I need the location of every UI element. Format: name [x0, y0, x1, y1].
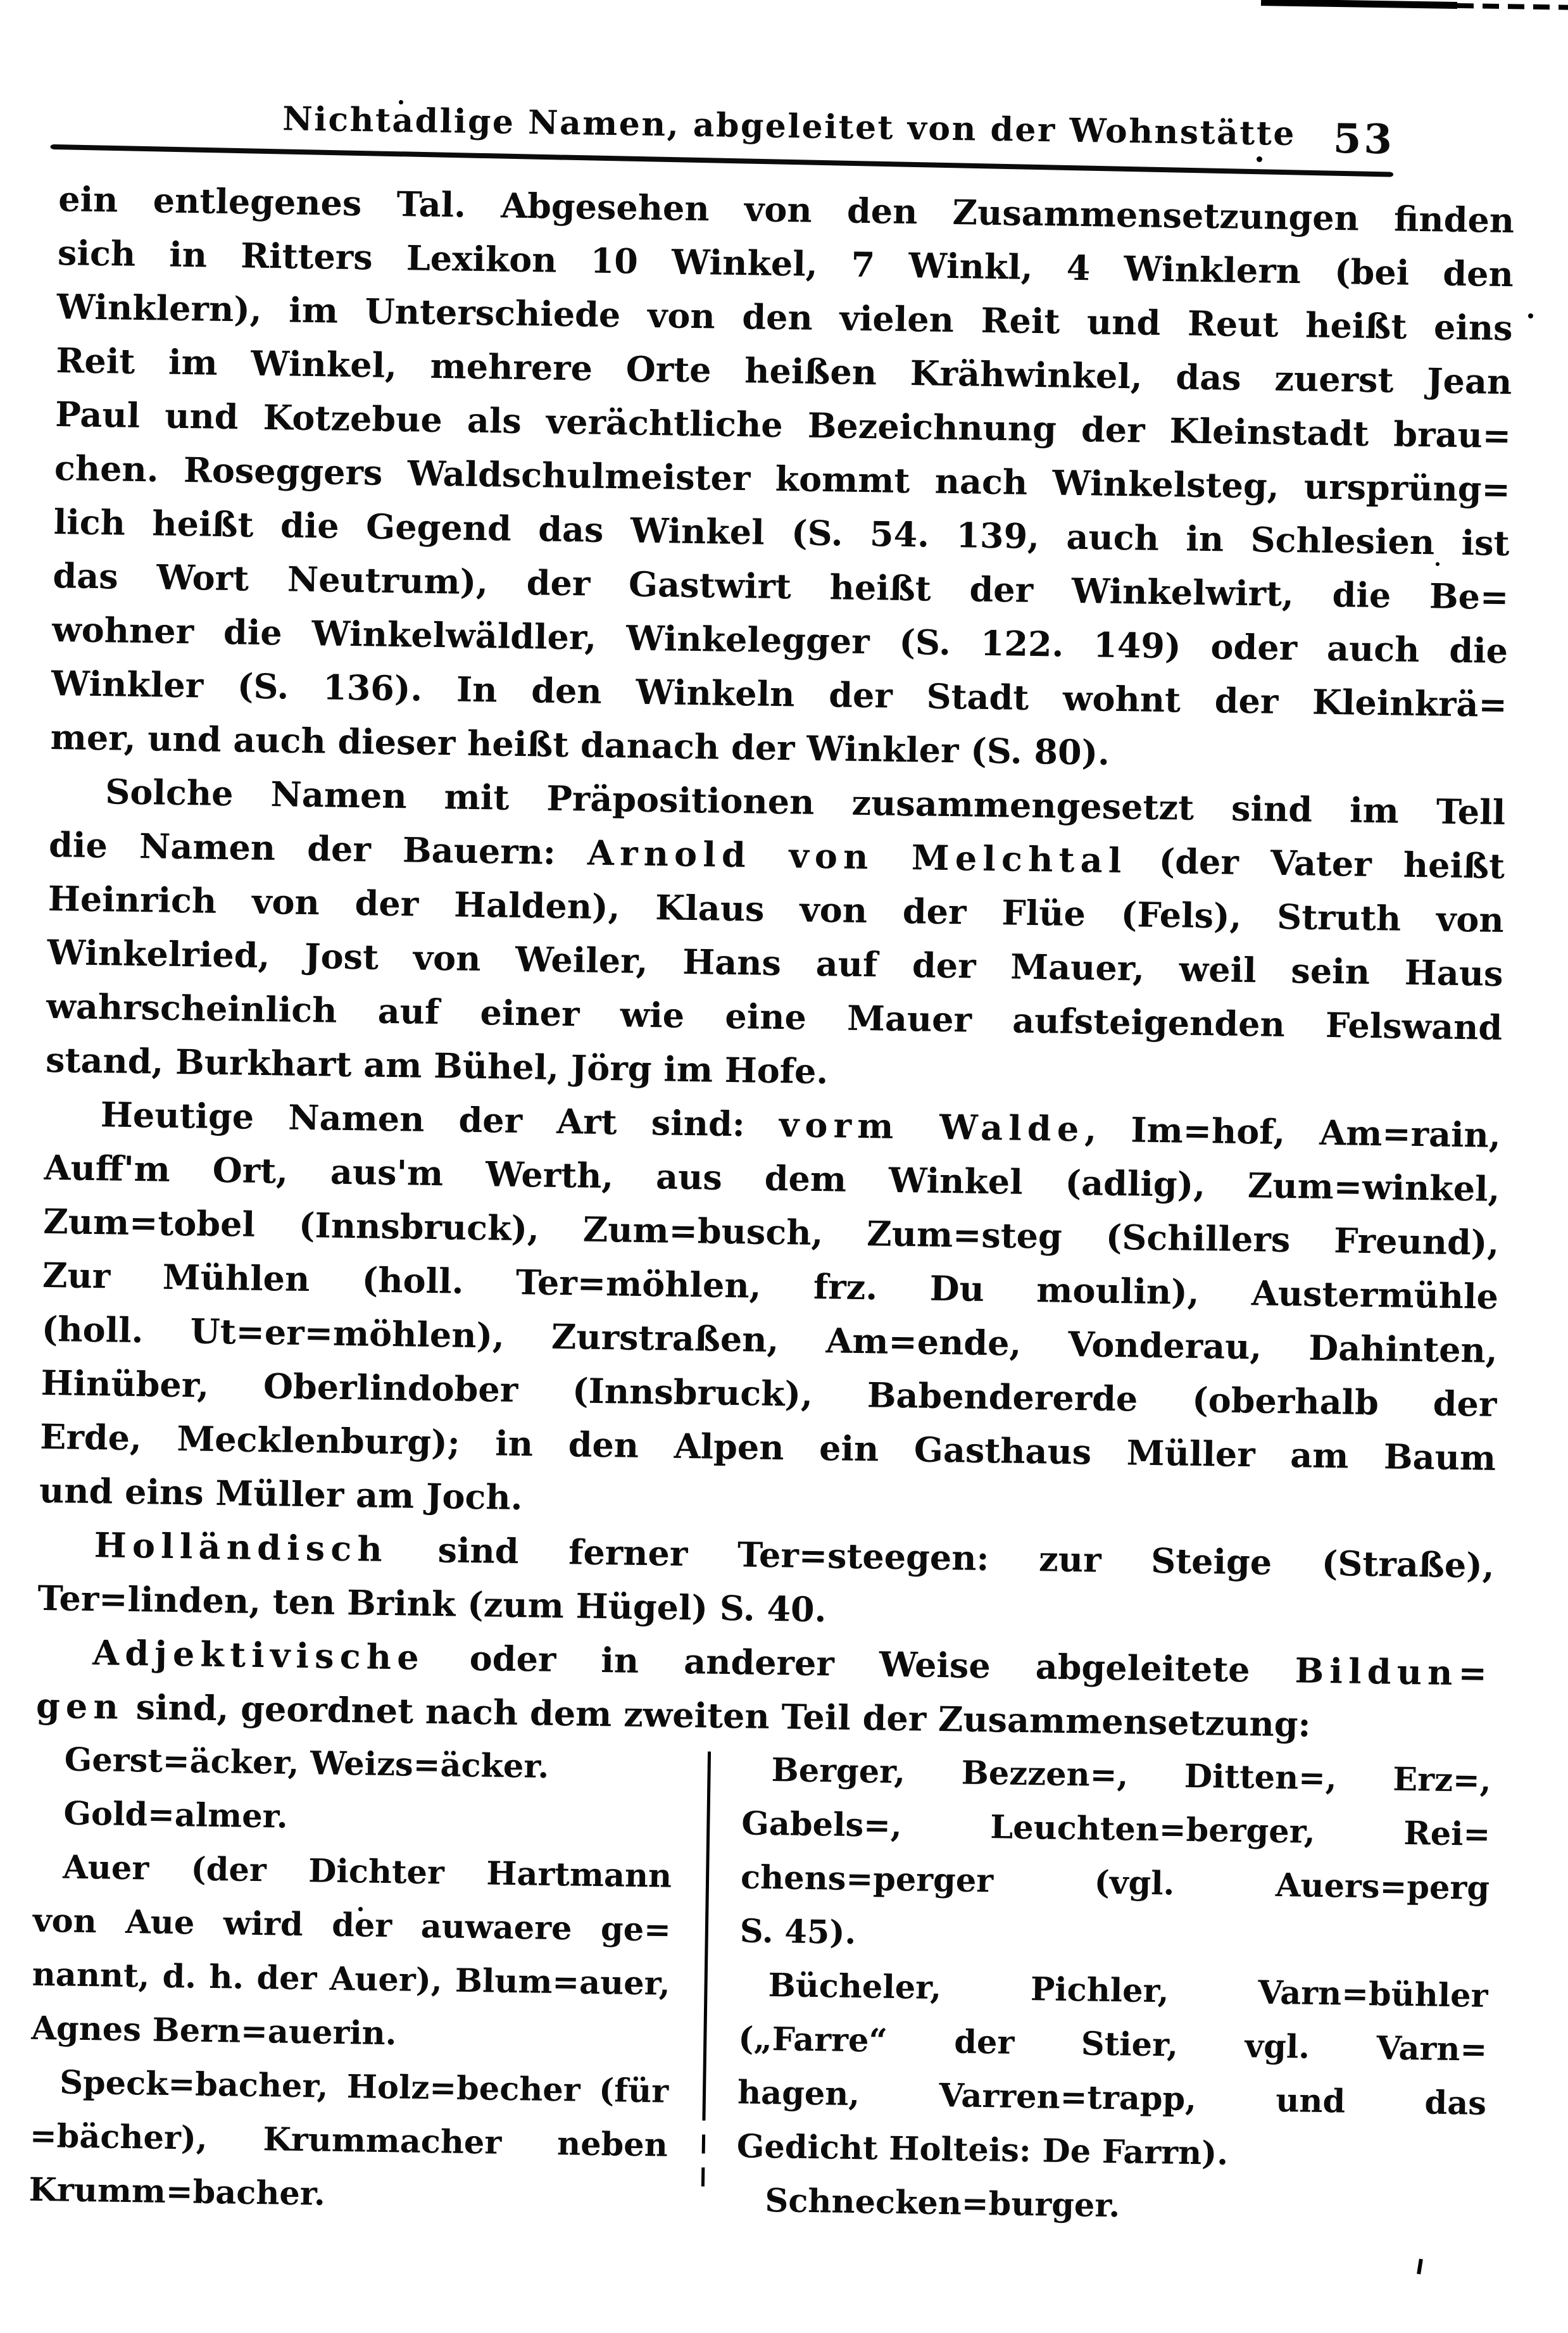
body-text	[28, 172, 1515, 2239]
text-line: Solche Namen mit Präpositionen zusammengesetzt sind im Tell	[104, 771, 1506, 833]
text-line: und eins Müller am Joch.	[39, 1469, 523, 1518]
name-entry-berger	[739, 1743, 1491, 1970]
text-line: das Wort Neutrum), der Gastwirt heißt der Winkelwirt, die Be=	[53, 555, 1509, 618]
text-line: Auer (der Dichter Hartmann	[62, 1848, 672, 1896]
two-column-name-list	[28, 1733, 1491, 2239]
text-line: S. 45).	[739, 1912, 856, 1953]
text-line: Erde, Mecklenburg); in den Alpen ein Gasthaus Müller am Baum	[39, 1416, 1496, 1478]
text-line: Schnecken=burger.	[765, 2181, 1120, 2225]
paragraph-heutige-namen	[39, 1087, 1501, 1539]
name-entry-goldalmer	[34, 1787, 673, 1850]
text-line: hagen, Varren=trapp, und das	[737, 2073, 1487, 2123]
text-line: stand, Burkhart am Bühel, Jörg im Hofe.	[45, 1039, 829, 1092]
text-line: chens=perger (vgl. Auers=perg	[740, 1858, 1490, 1908]
paragraph-adjektivische	[35, 1625, 1493, 1754]
page-header	[59, 0, 1517, 172]
running-head-title: Nichtadlige Namen, abgeleitet von der Wohnstätte	[282, 99, 1296, 154]
text-line: gen sind, geordnet nach dem zweiten Teil der Zusammensetzung:	[35, 1685, 1311, 1745]
paragraph-praepositionen	[46, 764, 1506, 1109]
text-line: Gabels=, Leuchten=berger, Rei=	[741, 1804, 1491, 1854]
text-line: Gerst=äcker, Weizs=äcker.	[64, 1740, 549, 1786]
column-divider-rule	[701, 1752, 711, 2195]
text-line: Zum=tobel (Innsbruck), Zum=busch, Zum=steg (Schillers Freund),	[42, 1200, 1500, 1264]
text-line: chen. Roseggers Waldschulmeister kommt nach Winkelsteg, ursprüng=	[54, 448, 1511, 510]
text-line: Reit im Winkel, mehrere Orte heißen Krähwinkel, das zuerst Jean	[56, 340, 1512, 403]
text-line: sich in Ritters Lexikon 10 Winkel, 7 Winkl, 4 Winklern (bei den	[57, 232, 1514, 295]
text-line: Bücheler, Pichler, Varn=bühler	[768, 1966, 1488, 2015]
text-line: Berger, Bezzen=, Ditten=, Erz=,	[771, 1751, 1491, 1800]
paragraph-hollaendisch	[37, 1518, 1495, 1647]
text-line: Agnes Bern=auerin.	[31, 2009, 397, 2053]
text-line: =bächer), Krummacher neben	[29, 2116, 668, 2165]
text-line: („Farre“ der Stier, vgl. Varn=	[737, 2020, 1488, 2069]
text-line: Gedicht Holteis: De Farrn).	[736, 2127, 1229, 2173]
text-line: Holländisch sind ferner Ter=steegen: zur Steige (Straße),	[94, 1525, 1495, 1586]
text-line: Winkelried, Jost von Weiler, Hans auf der Mauer, weil sein Haus	[47, 931, 1503, 995]
text-line: Ter=linden, ten Brink (zum Hügel) S. 40.	[37, 1577, 827, 1630]
text-line: Winklern), im Unterschiede von den vielen Reit und Reut heißt eins	[56, 286, 1514, 349]
name-entry-gerstaecker	[35, 1733, 674, 1796]
text-line: von Aue wird der auwaere ge=	[32, 1901, 672, 1949]
column-right	[736, 1743, 1491, 2238]
text-line: ein entlegenes Tal. Abgesehen von den Zusammensetzungen finden	[58, 179, 1515, 241]
text-line: Adjektivische oder in anderer Weise abgeleitete Bildun=	[92, 1632, 1493, 1694]
text-line: wohner die Winkelwäldler, Winkelegger (S. 122. 149) oder auch die	[51, 608, 1508, 672]
name-entry-speckbacher	[28, 2056, 669, 2227]
text-line: Paul und Kotzebue als verächtliche Bezeichnung der Kleinstadt brau=	[54, 394, 1512, 456]
name-entry-auer	[31, 1840, 672, 2065]
text-line: (holl. Ut=er=möhlen), Zurstraßen, Am=ende, Vonderau, Dahinten,	[41, 1308, 1498, 1371]
text-line: Hinüber, Oberlindober (Innsbruck), Babendererde (oberhalb der	[41, 1362, 1497, 1424]
text-line: nannt, d. h. der Auer), Blum=auer,	[32, 1955, 671, 2003]
text-line: die Namen der Bauern: Arnold von Melchtal (der Vater heißt	[48, 824, 1505, 887]
text-line: wahrscheinlich auf einer wie eine Mauer aufsteigenden Felswand	[46, 985, 1503, 1048]
text-line: mer, und auch dieser heißt danach der Winkler (S. 80).	[50, 716, 1110, 773]
paragraph-winkel	[50, 172, 1515, 786]
text-line: lich heißt die Gegend das Winkel (S. 54. 139, auch in Schlesien ist	[53, 501, 1510, 564]
text-line: Heinrich von der Halden), Klaus von der Flüe (Fels), Struth von	[47, 877, 1505, 941]
text-line: Zur Mühlen (holl. Ter=möhlen, frz. Du moulin), Austermühle	[42, 1254, 1499, 1317]
text-line: Auff'm Ort, aus'm Werth, aus dem Winkel (adlig), Zum=winkel,	[44, 1147, 1500, 1210]
name-entry-schneckenburger	[736, 2173, 1485, 2239]
scan-artifact-top-edge-streak	[1261, 0, 1568, 11]
column-left	[28, 1733, 674, 2227]
text-line: Winkler (S. 136). In den Winkeln der Stadt wohnt der Kleinkrä=	[51, 662, 1508, 726]
page-number: 53	[1333, 115, 1395, 164]
text-line: Speck=bacher, Holz=becher (für	[59, 2063, 669, 2111]
text-line: Heutige Namen der Art sind: vorm Walde, Im=hof, Am=rain,	[100, 1094, 1502, 1156]
name-entry-buecheler	[736, 1958, 1488, 2185]
text-line: Gold=almer.	[63, 1794, 289, 1836]
scan-artifact-tick	[1417, 2259, 1423, 2275]
text-line: Krumm=bacher.	[28, 2170, 326, 2213]
